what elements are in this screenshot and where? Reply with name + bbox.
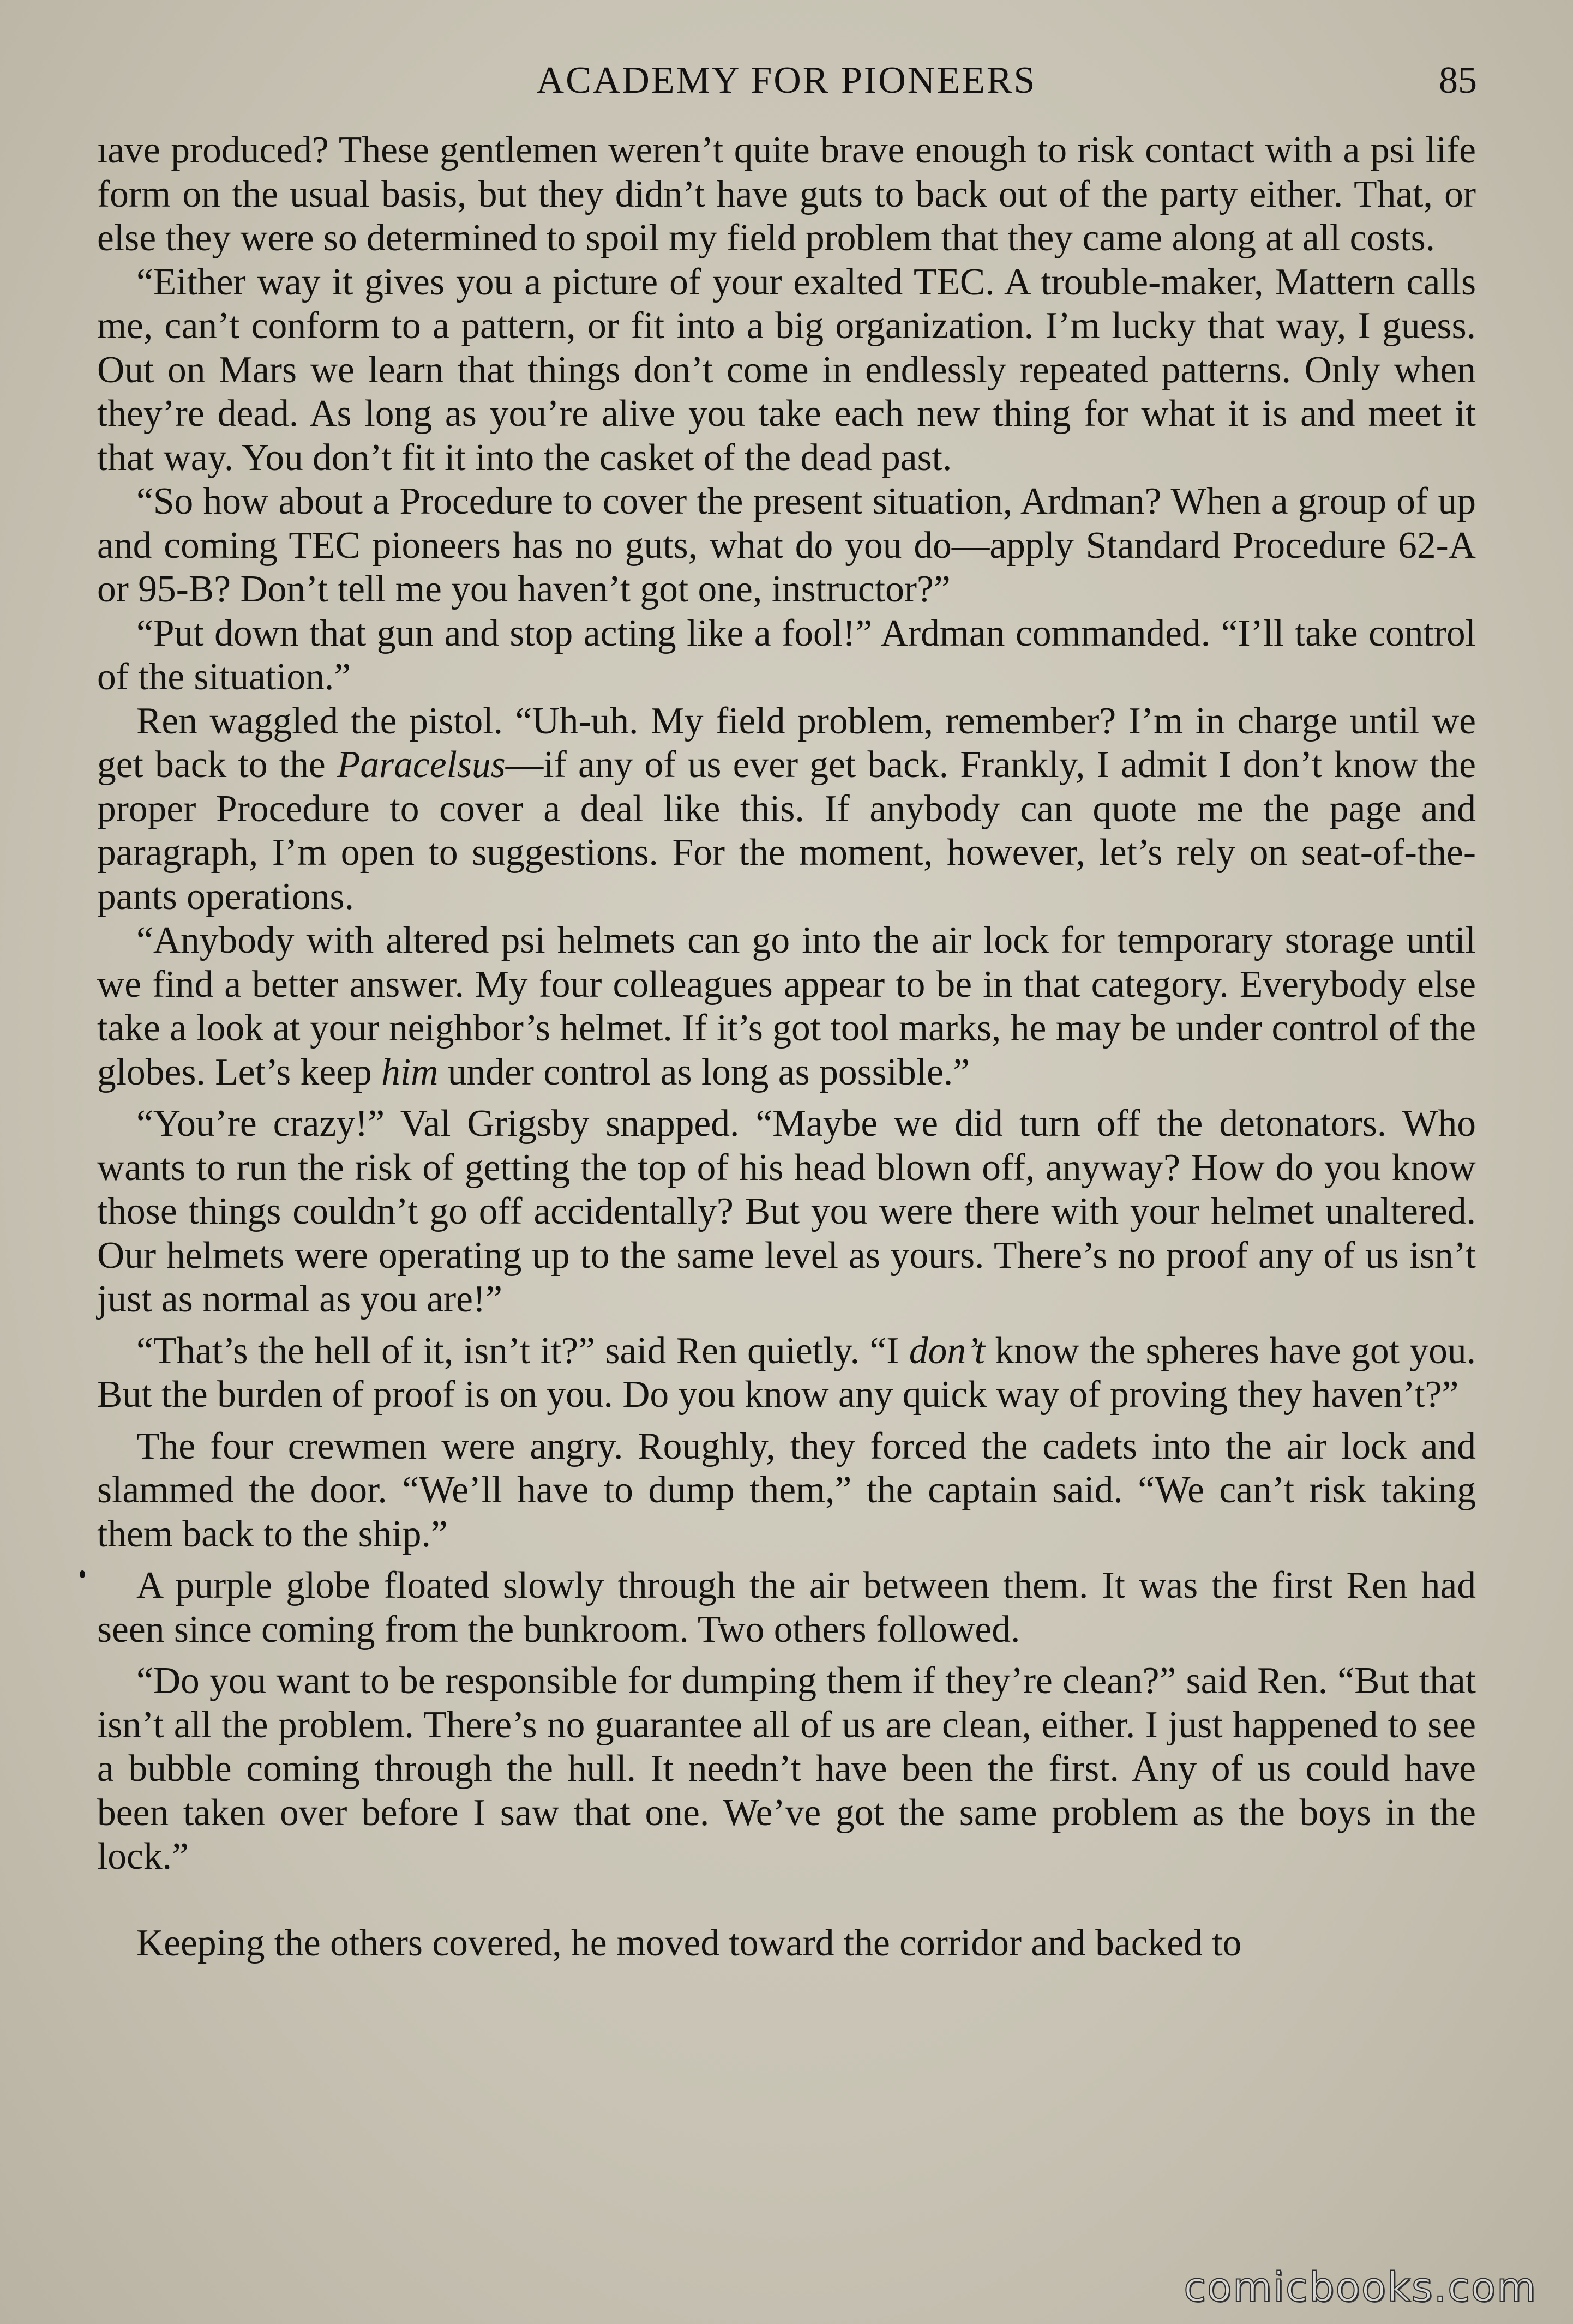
paragraph-6-italic: him <box>381 1051 439 1093</box>
running-head: ACADEMY FOR PIONEERS <box>536 59 1037 101</box>
paragraph-3: “So how about a Procedure to cover the present situation, Ardman? When a group of up and coming TEC pioneers has no guts, what do you do—apply Standard Procedure 62-A or 95-B? Don’t tell me you haven’t got one, instructor?” <box>97 480 1476 610</box>
paragraph-5 <box>97 700 1476 919</box>
paragraph-5-before: Ren waggled the pistol. “Uh-uh. My field problem, remember? I’m in charge until we get back to the <box>97 700 1476 786</box>
paragraph-10: A purple globe floated slowly through the air between them. It was the first Ren had seen since coming from the bunkroom. Two others followed. <box>97 1564 1476 1651</box>
paragraph-9: The four crewmen were angry. Roughly, they forced the cadets into the air lock and slammed the door. “We’ll have to dump them,” the captain said. “We can’t risk taking them back to the ship.” <box>97 1425 1476 1555</box>
paragraph-8-after: know the spheres have got you. But the burden of proof is on you. Do you know any quick way of proving they haven’t?” <box>97 1329 1476 1416</box>
paragraph-4: “Put down that gun and stop acting like a fool!” Ardman commanded. “I’ll take control of the situation.” <box>97 612 1476 698</box>
watermark: comicbooks.com <box>1184 2264 1537 2311</box>
paragraph-2: “Either way it gives you a picture of your exalted TEC. A trouble-maker, Mattern calls me, can’t conform to a pattern, or fit into a big organization. I’m lucky that way, I guess. Out on Mars we learn that things don’t come in endlessly repeated patterns. Only when they’re dead. As long as you’re alive you take each new thing for what it is and meet it that way. You don’t fit it into the casket of the dead past. <box>97 261 1476 479</box>
paragraph-8-before: “That’s the hell of it, isn’t it?” said Ren quietly. “I <box>136 1329 909 1372</box>
print-speck <box>80 1570 85 1578</box>
paragraph-5-after: —if any of us ever get back. Frankly, I admit I don’t know the proper Procedure to cover a deal like this. If anybody can quote me the page and paragraph, I’m open to suggestions. For the moment, however, let’s rely on seat-of-the-pants operations. <box>97 744 1476 918</box>
paragraph-1: ıave produced? These gentlemen weren’t quite brave enough to risk contact with a psi life form on the usual basis, but they didn’t have guts to back out of the party either. That, or else they were so determined to spoil my field problem that they came along at all costs. <box>97 129 1476 259</box>
paragraph-6-after: under control as long as possible.” <box>438 1051 970 1093</box>
body-text <box>97 129 1476 1965</box>
paragraph-5-italic: Paracelsus <box>337 744 506 786</box>
paragraph-6-before: “Anybody with altered psi helmets can go into the air lock for temporary storage until we find a better answer. My four colleagues appear to be in that category. Everybody else take a look at your neighbor’s helmet. If it’s got tool marks, he may be under control of the globes. Let’s keep <box>97 919 1476 1093</box>
page-header <box>96 44 1477 104</box>
paragraph-11: “Do you want to be responsible for dumping them if they’re clean?” said Ren. “But that isn’t all the problem. There’s no guarantee all of us are clean, either. I just happened to see a bubble coming through the hull. It needn’t have been the first. Any of us could have been taken over before I saw that one. We’ve got the same problem as the boys in the lock.” <box>97 1660 1476 1877</box>
paragraph-8-italic: don’t <box>909 1329 985 1372</box>
paragraph-8 <box>97 1329 1476 1417</box>
paragraph-7: “You’re crazy!” Val Grigsby snapped. “Maybe we did turn off the detonators. Who wants to run the risk of getting the top of his head blown off, anyway? How do you know those things couldn’t go off accidentally? But you were there with your helmet unaltered. Our helmets were operating up to the same level as yours. There’s no proof any of us isn’t just as normal as you are!” <box>97 1103 1476 1320</box>
paragraph-6 <box>97 919 1476 1094</box>
paragraph-12: Keeping the others covered, he moved toward the corridor and backed to <box>136 1922 1242 1964</box>
page-number: 85 <box>1439 59 1477 101</box>
